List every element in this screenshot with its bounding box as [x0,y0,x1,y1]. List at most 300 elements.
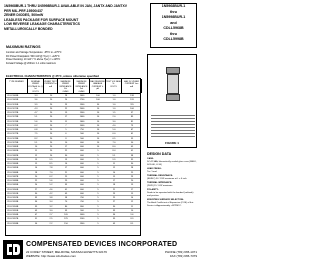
max-ratings-list [6,51,114,66]
design-item-label: MOUNTING SURFACE SELECTION: [147,199,184,201]
document-header [4,4,144,32]
table-cell: 600 [80,158,84,161]
table-cell: 5 [97,163,99,165]
table-cell: 100 [96,95,100,97]
column-header [44,79,58,93]
table-cell: 100 [96,99,100,102]
table-cell: 81 [130,120,134,123]
design-item-text: (ZθJX) 15 °C/W maximum [147,185,173,187]
table-cell: 1.0 [112,107,116,110]
design-item-text: Diode to be operated with the banded (cathode) end positive. [147,192,194,197]
table-cell: 6.2 [34,124,38,127]
table-cell: 3.9 [34,103,38,106]
table-cell: 8 [65,137,67,140]
type-number-cell: CDLL5992B [7,197,19,199]
table-cell: 70 [64,201,68,204]
table-cell: 6 [65,133,67,136]
table-cell: 20 [49,137,53,140]
table-cell: 20 [49,112,53,114]
column-header-text: NOMINAL ZENER VOLTAGE Vz @ Izt [28,81,43,91]
company-name: COMPENSATED DEVICES INCORPORATED [26,241,178,248]
column-header-text: MAXIMUM ZENER IMPEDANCE Zzt [59,81,72,91]
table-cell: 10 [96,107,100,110]
part-number-line: thru [170,9,177,14]
table-cell: 35 [130,158,134,161]
table-cell: 36 [112,214,116,216]
table-cell: 8.1 [130,222,134,225]
table-cell: 20 [49,133,53,136]
part-number-box [150,3,197,48]
table-cell: 2.7 [49,214,53,216]
table-cell: 36 [34,201,38,204]
table-cell: 600 [80,184,84,187]
table-cell: 16 [64,163,68,165]
table-cell: 6.5 [112,137,116,140]
table-cell: 10 [96,137,100,140]
table-cell: 1.0 [112,103,116,106]
table-cell: 20 [130,180,134,182]
table-cell: 22 [64,107,68,110]
table-cell: 20 [34,175,38,178]
table-cell: 20 [49,129,53,131]
table-cell: 3.0 [49,209,53,212]
type-number-cell: CDLL5977B [7,133,19,136]
rating-line: Power Derating: 10 mW / °C above T(ec) = +125°C [6,58,61,62]
table-cell: 125 [64,218,68,221]
table-cell: 33 [34,197,38,199]
table-cell: 600 [80,150,84,153]
table-cell: 20 [49,146,53,148]
type-number-cell: CDLL5980B [7,146,19,148]
table-cell: 15 [34,163,38,165]
table-cell: 700 [80,197,84,199]
column-header-text: MAX REVERSE LEAKAGE CURRENT Ir [90,81,105,88]
table-cell: 3.3 [34,95,38,97]
table-cell: 49 [64,192,68,195]
design-data [147,152,197,208]
table-cell: 10 [96,124,100,127]
table-cell: 10 [64,141,68,144]
table-cell: 61 [130,133,134,136]
part-number-line: 1N5968BUR-1 [161,4,186,8]
type-number-cell: CDLL5979B [7,141,19,144]
table-cell: 9.5 [49,158,53,161]
table-cell: 47 [34,214,38,216]
column-header [58,79,74,93]
table-cell: 5 [97,218,99,221]
table-cell: 6.0 [112,133,116,136]
type-number-cell: CDLL5982B [7,154,19,157]
header-line: PER MIL-PRF-19500/437 [4,8,43,13]
table-cell: 5.6 [49,180,53,182]
type-number-cell: CDLL5973B [7,116,19,119]
company-address: 22 COREY STREET, MELROSE, MASSACHUSETTS 02176 [26,250,107,254]
table-cell: 28 [130,167,134,170]
design-item-label: POLARITY: [147,189,159,191]
table-cell: 28 [64,95,68,97]
table-cell: 17 [64,146,68,148]
part-number-line: CDLL5968B [163,26,184,30]
table-cell: 8.2 [34,137,38,140]
table-cell: 12 [112,167,116,170]
table-cell: 21 [64,171,68,174]
table-cell: 5 [97,205,99,208]
table-cell: 20 [49,95,53,97]
table-cell: 14 [112,171,116,174]
design-item-text: Tin / Lead [147,171,157,173]
table-cell: 10 [96,133,100,136]
table-cell: 5 [97,175,99,178]
table-cell: 7.0 [112,141,116,144]
table-cell: 41 [130,150,134,153]
table-cell: 41 [64,188,68,191]
table-cell: 23 [112,192,116,195]
column-header [90,79,106,93]
table-cell: 1100 [79,218,85,221]
table-cell: 5.6 [34,120,38,123]
table-cell: 10 [96,141,100,144]
table-cell: 67 [130,129,134,131]
type-number-cell: CDLL5989B [7,184,19,187]
figure-label: FIGURE 1 [165,141,179,145]
table-cell: 17 [130,188,134,191]
end-cap [166,67,180,74]
table-cell: 25 [112,197,116,199]
table-cell: 2.2 [49,222,53,225]
table-cell: 17 [112,180,116,182]
table-cell: 5 [97,167,99,170]
table-cell: 73 [130,124,134,127]
type-number-cell: CDLL5987B [7,175,19,178]
table-cell: 11 [64,120,68,123]
table-cell: 700 [80,201,84,204]
table-cell: 10 [96,116,100,119]
table-cell: 89 [130,116,134,119]
table-cell: 55 [130,137,134,140]
table-cell: 16 [34,167,38,170]
table-cell: 4.6 [49,188,53,191]
design-item-text: The Axial Coefficient of Expansion (COE) of this Device is Approximately +6PPM/°C. [147,202,194,207]
glass-body [167,74,179,94]
table-cell: 3.8 [49,197,53,199]
type-number-cell: CDLL5986B [7,171,19,174]
type-number-cell: CDLL5994B [7,205,19,208]
table-cell: 25 [130,171,134,174]
type-number-cell: CDLL5978B [7,137,19,140]
end-cap [166,94,180,101]
part-number-line: CDLL5998B [163,37,184,41]
table-cell: 1000 [79,124,85,127]
table-cell: 500 [80,137,84,140]
table-cell: 5 [97,158,99,161]
table-cell: 43 [34,209,38,212]
table-cell: 138 [130,95,134,97]
table-cell: 5 [97,171,99,174]
rating-line: DC Power Dissipation: 500 mW @ T(ec) = +125°C [6,54,60,58]
table-cell: 9.1 [34,141,38,144]
electrical-table [5,78,141,236]
type-number-cell: CDLL5997B [7,218,19,221]
table-cell: 106 [130,107,134,110]
column-unit: mA [130,85,133,88]
table-cell: 17 [64,116,68,119]
type-number-cell: CDLL5995B [7,209,19,212]
table-cell: 13 [34,158,38,161]
table-cell: 24 [64,99,68,102]
table-cell: 20 [49,107,53,110]
column-header [28,79,44,93]
table-cell: 7.5 [34,133,38,136]
header-line: 1N5968BUR-1 THRU 1N5998BUR-1 AVAILABLE IN JAN, JANTX AND JANTXV [4,4,128,8]
part-number-line: thru [170,31,177,36]
table-cell: 900 [80,209,84,212]
type-number-cell: CDLL5985B [7,167,19,170]
design-item-label: CASE: [147,158,154,160]
table-cell: 13 [64,158,68,161]
design-item-label: THERMAL RESISTANCE: [147,175,173,177]
table-cell: 93 [64,209,68,212]
column-header [6,79,28,93]
table-cell: 7.0 [49,171,53,174]
table-cell: 18 [112,184,116,187]
column-header-text: MAX DC ZENER CURRENT Izm [123,81,140,86]
column-header-text: TYPE NUMBER [9,81,24,83]
type-number-cell: CDLL5976B [7,129,19,131]
table-cell: 7 [65,124,67,127]
table-cell: 15 [130,192,134,195]
table-cell: 20 [49,103,53,106]
table-cell: 23 [64,103,68,106]
table-cell: 27 [34,188,38,191]
table-cell: 12 [130,201,134,204]
design-item-label: THERMAL IMPEDANCE: [147,182,173,184]
part-number-line: and [170,20,177,25]
table-cell: 20 [49,116,53,119]
column-header [122,79,142,93]
company-footer [0,240,200,260]
table-cell: 105 [64,214,68,216]
table-cell: 5.1 [34,116,38,119]
table-cell: 10 [130,209,134,212]
table-cell: 600 [80,175,84,178]
table-cell: 29 [64,180,68,182]
table-cell: 20 [49,150,53,153]
type-number-cell: CDLL5991B [7,192,19,195]
type-number-cell: CDLL5970B [7,103,19,106]
table-cell: 800 [80,205,84,208]
table-cell: 8.9 [130,218,134,221]
table-cell: 56 [34,222,38,225]
table-cell: 500 [80,133,84,136]
table-cell: 3.6 [34,99,38,102]
table-cell: 97 [130,112,134,114]
table-cell: 600 [80,180,84,182]
table-cell: 1600 [79,120,85,123]
type-number-cell: CDLL5996B [7,214,19,216]
table-cell: 5 [97,180,99,182]
column-unit: OHMS [78,90,85,93]
table-cell: 20 [49,154,53,157]
table-cell: 4.3 [34,107,38,110]
table-cell: 600 [80,154,84,157]
table-cell: 5 [97,192,99,195]
column-unit: mA [49,85,52,88]
company-logo [3,240,23,259]
design-item-label: LEAD FINISH: [147,168,162,170]
table-cell: 2000 [79,107,85,110]
table-cell: 24 [34,184,38,187]
table-cell: 20 [49,141,53,144]
table-cell: 150 [64,222,68,225]
table-cell: 750 [80,129,84,131]
table-cell: 5 [97,188,99,191]
table-cell: 115 [130,103,134,106]
table-cell: 1.0 [112,95,116,97]
table-cell: 5 [97,222,99,225]
table-cell: 4.2 [49,192,53,195]
table-cell: 5 [97,154,99,157]
table-cell: 10 [96,120,100,123]
table-cell: 600 [80,188,84,191]
column-header-text: MAXIMUM ZENER IMPEDANCE Zzk [75,81,88,91]
column-header [74,79,90,93]
type-number-cell: CDLL5975B [7,124,19,127]
company-website: WEBSITE: http://www.cdi-diodes.com [26,254,77,258]
type-number-cell: CDLL5993B [7,201,19,204]
table-cell: 5 [97,201,99,204]
rating-line: Forward Voltage @ 200mA: 1.1 volts maximum [6,62,56,66]
table-cell: 3.2 [49,205,53,208]
table-cell: 22 [64,150,68,153]
table-cell: 5 [97,150,99,153]
table-cell: 1300 [79,222,85,225]
table-cell: 8.5 [49,163,53,165]
type-number-cell: CDLL5971B [7,107,19,110]
table-cell: 45 [130,146,134,148]
design-item-text: (RθJEC) 50 °C/W maximum at L = 0 inch [147,178,187,180]
rating-line: Junction and Storage Temperature: -65°C to +175°C [6,51,62,54]
table-cell: 6.8 [34,129,38,131]
table-cell: 43 [112,222,116,225]
table-cell: 18 [34,171,38,174]
table-cell: 10 [96,129,100,131]
table-cell: 58 [64,197,68,199]
table-cell: 9.6 [130,214,134,216]
table-cell: 5 [97,209,99,212]
type-number-cell: CDLL5984B [7,163,19,165]
type-number-cell: CDLL5983B [7,158,19,161]
table-cell: 30 [130,163,134,165]
table-cell: 6.2 [49,175,53,178]
table-cell: 1600 [79,95,85,97]
table-cell: 1900 [79,112,85,114]
table-cell: 23 [130,175,134,178]
table-cell: 21 [112,188,116,191]
type-number-cell: CDLL5972B [7,112,19,114]
table-cell: 15 [112,175,116,178]
table-cell: 22 [34,180,38,182]
table-cell: 2.5 [49,218,53,221]
figure-box [147,54,197,148]
table-cell: 30 [112,205,116,208]
table-cell: 5 [97,214,99,216]
company-fax: FAX (781) 665-7379 [169,254,197,258]
table-cell: 50 [96,103,100,106]
table-header [6,79,140,94]
company-phone: PHONE (781) 665-1071 [164,250,197,254]
table-cell: 3.4 [49,201,53,204]
column-unit: µA [96,88,99,91]
design-data-title: DESIGN DATA [147,152,172,156]
table-cell: 27 [112,201,116,204]
table-cell: 11 [130,205,134,208]
table-row [6,222,140,226]
table-cell: 600 [80,146,84,148]
electrical-title: ELECTRICAL CHARACTERISTICS @ 25°C, unless otherwise specified [6,74,99,78]
table-cell: 1.5 [112,112,116,114]
table-cell: 25 [64,175,68,178]
part-number-line: 1N5998BUR-1 [161,15,186,19]
diode-package-drawing [164,67,182,101]
column-unit: VOLTS [32,90,39,93]
header-line: METALLURGICALLY BONDED [4,26,53,31]
type-number-cell: CDLL5998B [7,222,19,225]
header-line: ZENER DIODES, 500mW [4,13,44,18]
header-line: LOW REVERSE LEAKAGE CHARACTERISTICS [4,22,80,27]
table-cell: 14 [130,197,134,199]
design-item-text: DO-213AA, Hermetically sealed glass case (MELF, SOD-80, LL34) [147,161,197,166]
table-cell: 39 [34,205,38,208]
table-cell: 1.0 [112,99,116,102]
table-cell: 5 [97,184,99,187]
table-cell: 1600 [79,116,85,119]
column-header [106,79,122,93]
table-cell: 7.8 [49,167,53,170]
table-cell: 5.0 [112,129,116,131]
type-number-cell: CDLL5981B [7,150,19,153]
table-cell: 11 [112,163,116,165]
table-cell: 30 [64,154,68,157]
table-cell: 10 [96,112,100,114]
column-unit: OHMS [62,90,69,93]
table-cell: 5.2 [49,184,53,187]
type-number-cell: CDLL5968B [7,95,19,97]
table-cell: 19 [64,112,68,114]
table-cell: 9.1 [112,154,116,157]
table-cell: 11 [34,150,38,153]
table-cell: 20 [49,99,53,102]
table-cell: 33 [64,184,68,187]
table-cell: 1700 [79,99,85,102]
table-cell: 51 [34,218,38,221]
table-cell: 5 [65,129,67,131]
table-cell: 20 [49,120,53,123]
table-cell: 10 [34,146,38,148]
table-cell: 600 [80,163,84,165]
table-cell: 39 [112,218,116,221]
max-ratings-title: MAXIMUM RATINGS [6,45,41,49]
table-cell: 38 [130,154,134,157]
table-cell: 1900 [79,103,85,106]
table-cell: 3.0 [112,120,116,123]
table-cell: 20 [49,124,53,127]
table-cell: 8.4 [112,150,116,153]
table-cell: 19 [130,184,134,187]
table-cell: 600 [80,171,84,174]
table-cell: 5 [97,197,99,199]
column-header-text: TEST VOLTAGE Vr [106,81,121,86]
table-cell: 30 [34,192,38,195]
